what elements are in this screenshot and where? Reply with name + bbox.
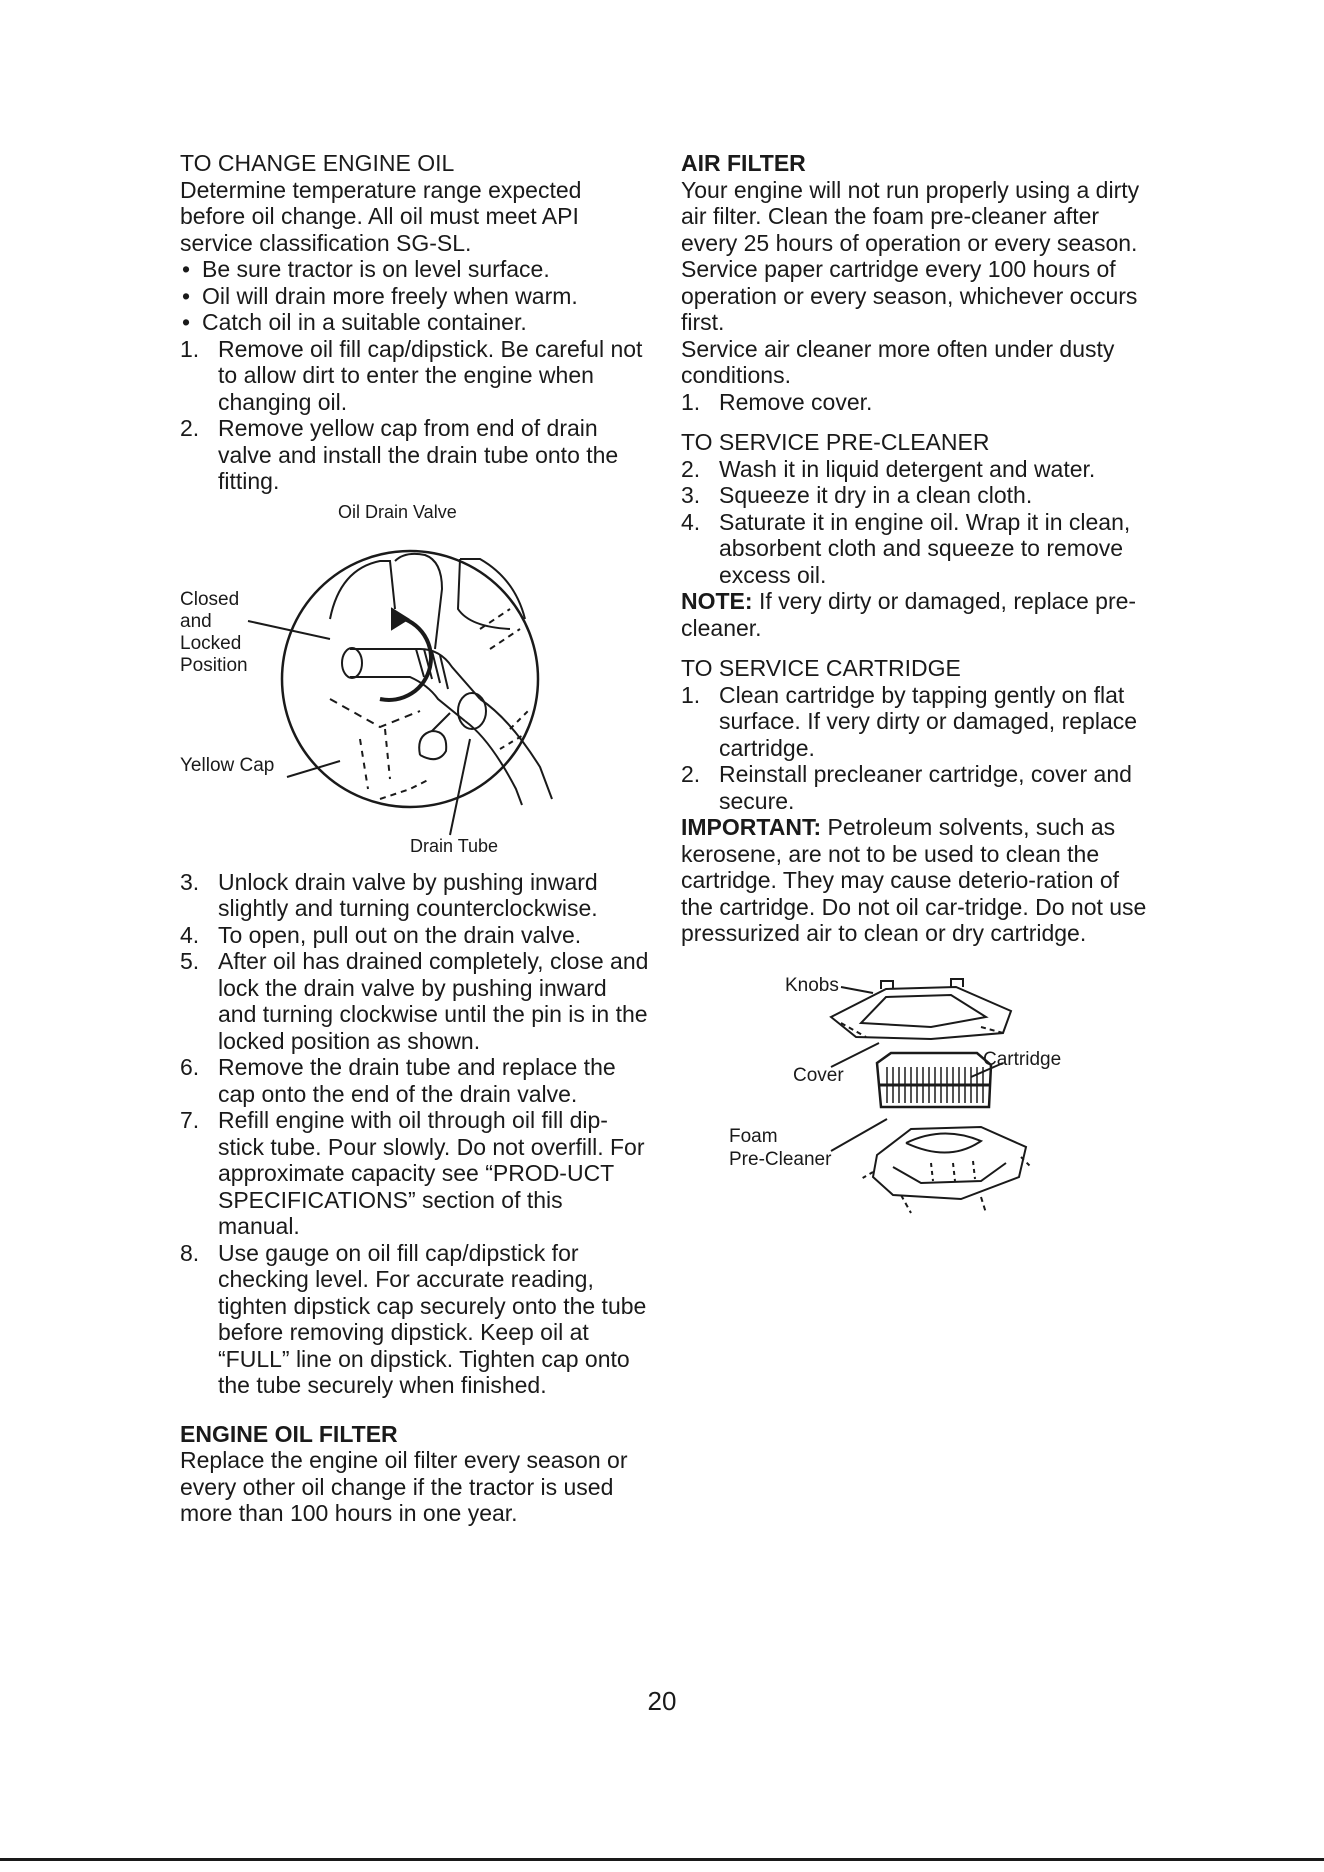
cartridge-important	[681, 814, 1151, 947]
engine-oil-filter-heading: ENGINE OIL FILTER	[180, 1420, 398, 1447]
step-text: Wash it in liquid detergent and water.	[719, 455, 1096, 482]
engine-oil-filter-text: Replace the engine oil filter every season or every other oil change if the tractor is used more than 100 hours in one year.	[180, 1447, 628, 1526]
list-item	[681, 456, 1151, 483]
step-text: Remove cover.	[719, 388, 873, 415]
list-item	[681, 482, 1151, 509]
oil-change-heading: TO CHANGE ENGINE OIL	[180, 150, 455, 176]
label-line: Closed	[180, 588, 240, 610]
list-item: • Oil will drain more freely when warm.	[180, 283, 650, 310]
list-item	[681, 509, 1151, 589]
air-filter-heading: AIR FILTER	[681, 150, 806, 176]
step-text: Saturate it in engine oil. Wrap it in clean, absorbent cloth and squeeze to remove excess oil.	[719, 508, 1131, 588]
list-item: • Be sure tractor is on level surface.	[180, 256, 650, 283]
step-text: To open, pull out on the drain valve.	[218, 921, 582, 948]
step-number: 8.	[180, 1239, 200, 1266]
list-item	[180, 1054, 650, 1107]
step-number: 1.	[180, 335, 200, 362]
step-number: 2.	[180, 415, 200, 441]
step-text: Remove yellow cap from end of drain valve and install the drain tube onto the fitting.	[218, 415, 619, 494]
air-filter-intro-2: Service air cleaner more often under dusty conditions.	[681, 335, 1115, 388]
oil-bullet-list	[180, 256, 650, 336]
precleaner-steps	[681, 456, 1151, 589]
important-label: IMPORTANT:	[681, 814, 822, 840]
air-filter-intro: Your engine will not run properly using a dirty air filter. Clean the foam pre-cleaner after every 25 hours of operation or every season. Service paper cartridge every 100 hours of operation or every season, whichever occurs first.	[681, 176, 1140, 335]
air-filter-illustration	[681, 967, 1151, 1247]
list-item	[180, 1107, 650, 1240]
step-text: Squeeze it dry in a clean cloth.	[719, 482, 1033, 508]
note-label: NOTE:	[681, 588, 753, 614]
label-line: Locked	[180, 632, 242, 654]
list-item	[681, 761, 1151, 814]
cover-label: Cover	[793, 1064, 844, 1086]
label-line: Foam	[729, 1125, 778, 1147]
step-number: 1.	[681, 388, 701, 415]
step-number: 6.	[180, 1054, 200, 1080]
right-column	[681, 150, 1151, 1247]
list-item	[180, 336, 650, 416]
drain-tube-label: Drain Tube	[410, 835, 499, 856]
step-number: 1.	[681, 681, 701, 708]
step-number: 2.	[681, 455, 701, 482]
list-item	[681, 682, 1151, 762]
step-text: Remove the drain tube and replace the cap onto the end of the drain valve.	[218, 1054, 616, 1107]
cartridge-label: Cartridge	[983, 1048, 1062, 1070]
step-number: 5.	[180, 948, 200, 974]
page-number: 20	[647, 1686, 677, 1716]
list-item	[180, 948, 650, 1054]
list-item	[180, 1240, 650, 1399]
yellow-cap-label: Yellow Cap	[180, 754, 275, 776]
figure-title: Oil Drain Valve	[338, 501, 457, 522]
oil-steps-second	[180, 869, 650, 1399]
list-item	[180, 869, 650, 922]
step-text: Reinstall precleaner cartridge, cover and secure.	[719, 761, 1132, 814]
list-item	[180, 922, 650, 949]
note-text: If very dirty or damaged, replace pre-cleaner.	[681, 588, 1137, 641]
drain-valve-illustration	[180, 499, 650, 839]
step-text: After oil has drained completely, close and lock the drain valve by pushing inward and turning clockwise until the pin is in the locked position as shown.	[218, 948, 649, 1054]
step-number: 3.	[180, 868, 200, 895]
precleaner-heading: TO SERVICE PRE-CLEANER	[681, 429, 990, 455]
step-text: Use gauge on oil fill cap/dipstick for checking level. For accurate reading, tighten dipstick cap securely onto the tube before removing dipstick. Keep oil at “FULL” line on dipstick. Tighten cap onto the tube securely when finished.	[218, 1239, 647, 1398]
list-item	[180, 415, 650, 495]
step-number: 2.	[681, 761, 701, 787]
cartridge-heading: TO SERVICE CARTRIDGE	[681, 655, 961, 681]
step-text: Remove oil fill cap/dipstick. Be careful not to allow dirt to enter the engine when changing oil.	[218, 335, 643, 415]
step-text: Unlock drain valve by pushing inward slightly and turning counterclockwise.	[218, 868, 598, 921]
air-filter-figure	[681, 967, 1151, 1247]
air-filter-step-1	[681, 389, 1151, 416]
step-number: 3.	[681, 482, 701, 508]
step-text: Refill engine with oil through oil fill dip-stick tube. Pour slowly. Do not overfill. For approximate capacity see “PROD-UCT SPECIFICATIONS” section of this manual.	[218, 1107, 645, 1239]
left-column	[180, 150, 650, 1527]
step-number: 7.	[180, 1107, 200, 1133]
step-text: Clean cartridge by tapping gently on flat surface. If very dirty or damaged, replace cartridge.	[719, 681, 1138, 761]
label-line: and	[180, 610, 212, 632]
precleaner-note	[681, 588, 1151, 641]
step-number: 4.	[681, 508, 701, 535]
step-number: 4.	[180, 921, 200, 948]
list-item: • Catch oil in a suitable container.	[180, 309, 650, 336]
important-text: Petroleum solvents, such as kerosene, are not to be used to clean the cartridge. They may cause deterio-ration of the cartridge. Do not oil car-tridge. Do not use pressurized air to clean or dry cartridge.	[681, 814, 1147, 946]
knobs-label: Knobs	[785, 974, 839, 996]
oil-drain-valve-figure	[180, 499, 650, 855]
oil-steps-first	[180, 336, 650, 495]
label-line: Pre-Cleaner	[729, 1148, 832, 1170]
cartridge-steps	[681, 682, 1151, 815]
oil-change-intro: Determine temperature range expected before oil change. All oil must meet API service classification SG-SL.	[180, 176, 582, 256]
list-item	[681, 389, 1151, 416]
label-line: Position	[180, 654, 248, 676]
bottom-rule	[0, 1858, 1324, 1861]
